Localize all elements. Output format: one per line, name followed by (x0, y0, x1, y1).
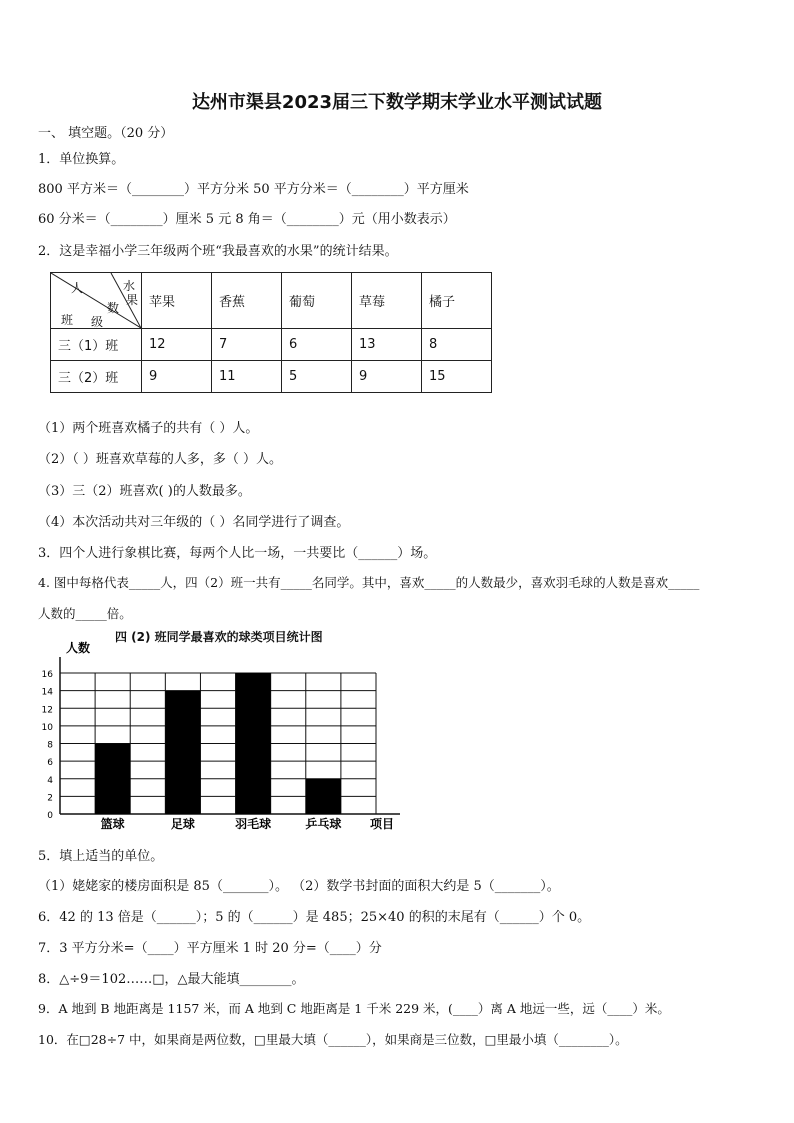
y-tick-label: 0 (47, 811, 53, 821)
table-header-row (51, 273, 492, 329)
y-tick-label: 8 (47, 740, 53, 751)
question-2-sub-1: （1）两个班喜欢橘子的共有（ ）人。 (38, 421, 259, 436)
corner-label-ren: 人 (71, 281, 84, 295)
bar-chart (36, 636, 416, 836)
table-row (51, 329, 492, 361)
question-4-line-1: 4. 图中每格代表_____人，四（2）班一共有_____名同学。其中，喜欢_____的人数最少，喜欢羽毛球的人数是喜欢_____ (38, 575, 700, 590)
bar (236, 673, 271, 814)
y-tick-label: 6 (47, 758, 53, 769)
question-1-line-1: 800 平方米＝（________）平方分米 50 平方分米＝（________）平方厘米 (38, 182, 469, 197)
corner-label-ji: 级 (91, 315, 104, 329)
category-label: 足球 (170, 817, 195, 831)
question-2-sub-2: （2）（ ）班喜欢草莓的人多，多（ ）人。 (38, 452, 283, 467)
table-cell: 13 (352, 329, 422, 361)
question-2-sub-4: （4）本次活动共对三年级的（ ）名同学进行了调查。 (38, 515, 350, 530)
table-corner-cell (51, 273, 142, 329)
column-header: 橘子 (422, 273, 492, 329)
table-cell: 5 (282, 361, 352, 393)
table-cell: 8 (422, 329, 492, 361)
question-9: 9．A 地到 B 地距离是 1157 米，而 A 地到 C 地距离是 1 千米 229 米，(____）离 A 地远一些，远（____）米。 (38, 1001, 670, 1016)
chart-title: 四 (2) 班同学最喜欢的球类项目统计图 (115, 630, 323, 644)
table-cell: 9 (352, 361, 422, 393)
y-axis-label: 人数 (66, 641, 91, 655)
question-1-line-2: 60 分米＝（________）厘米 5 元 8 角＝（________）元（用小数表示） (38, 212, 456, 227)
question-8: 8．△÷9＝102……□，△最大能填________。 (38, 972, 305, 987)
table-cell: 12 (142, 329, 212, 361)
column-header: 葡萄 (282, 273, 352, 329)
corner-label-guo: 果 (126, 293, 139, 307)
x-axis-label: 项目 (370, 817, 395, 831)
y-tick-label: 10 (41, 722, 53, 733)
question-7: 7．3 平方分米=（____）平方厘米 1 时 20 分=（____）分 (38, 941, 382, 956)
bar (95, 744, 130, 815)
table-cell: 15 (422, 361, 492, 393)
row-label: 三（2）班 (51, 361, 142, 393)
y-tick-label: 2 (47, 793, 53, 804)
category-label: 羽毛球 (235, 817, 272, 831)
row-label: 三（1）班 (51, 329, 142, 361)
bar (306, 779, 341, 814)
question-3: 3．四个人进行象棋比赛，每两个人比一场，一共要比（______）场。 (38, 546, 437, 561)
fruit-table (50, 272, 492, 393)
question-6: 6．42 的 13 倍是（______）；5 的（______）是 485；25×40 的积的末尾有（______）个 0。 (38, 910, 591, 925)
y-tick-label: 14 (41, 687, 53, 698)
question-5-head: 5．填上适当的单位。 (38, 849, 164, 864)
question-1-head: 1．单位换算。 (38, 152, 125, 167)
question-5-line: （1）姥姥家的楼房面积是 85（_______）。 （2）数学书封面的面积大约是 5（_______）。 (38, 879, 560, 894)
table-cell: 7 (212, 329, 282, 361)
bar (165, 691, 200, 814)
y-tick-label: 16 (41, 670, 53, 680)
category-label: 乒乓球 (305, 817, 342, 831)
question-4-line-2: 人数的_____倍。 (38, 606, 132, 621)
question-2-head: 2．这是幸福小学三年级两个班“我最喜欢的水果”的统计结果。 (38, 244, 398, 259)
table-row (51, 361, 492, 393)
page-title: 达州市渠县2023届三下数学期末学业水平测试试题 (191, 92, 603, 113)
column-header: 香蕉 (212, 273, 282, 329)
y-tick-label: 4 (47, 775, 53, 786)
category-label: 篮球 (100, 817, 125, 831)
corner-label-shu: 数 (107, 301, 120, 315)
question-2-sub-3: （3）三（2）班喜欢( )的人数最多。 (38, 484, 251, 499)
table-cell: 11 (212, 361, 282, 393)
table-cell: 6 (282, 329, 352, 361)
table-cell: 9 (142, 361, 212, 393)
column-header: 草莓 (352, 273, 422, 329)
question-10: 10．在□28÷7 中，如果商是两位数，□里最大填（______），如果商是三位数，□里最小填（________）。 (38, 1032, 628, 1047)
column-header: 苹果 (142, 273, 212, 329)
y-tick-label: 12 (41, 705, 53, 716)
corner-label-ban: 班 (61, 313, 74, 327)
section-heading: 一、 填空题。（20 分） (38, 126, 174, 141)
corner-label-shui: 水 (123, 279, 136, 293)
